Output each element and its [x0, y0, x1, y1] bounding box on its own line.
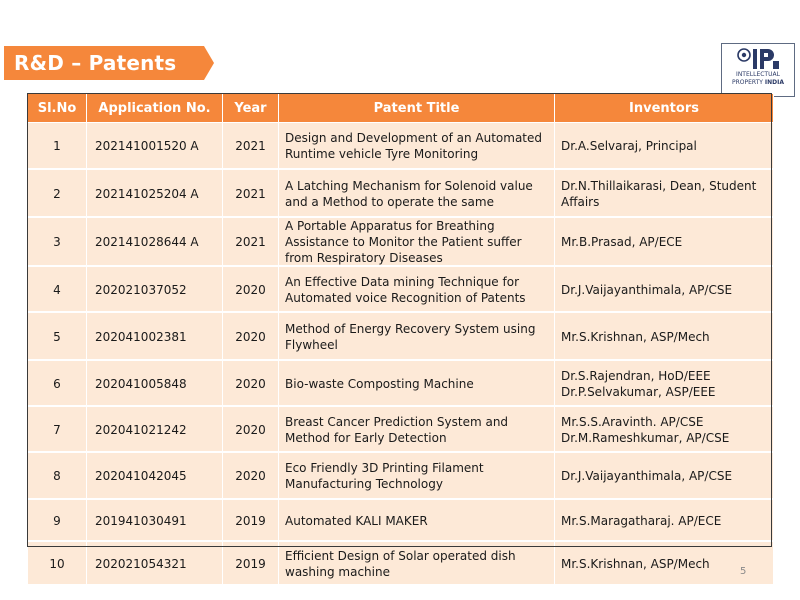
cell-inventors: Dr.S.Rajendran, HoD/EEE Dr.P.Selvakumar, ASP/EEE: [555, 361, 774, 407]
cell-year: 2021: [223, 123, 279, 170]
cell-year: 2019: [223, 542, 279, 586]
cell-application-no: 202141001520 A: [87, 123, 223, 170]
cell-application-no: 201941030491: [87, 500, 223, 542]
column-header-patent-title: Patent Title: [279, 94, 555, 123]
cell-patent-title: Efficient Design of Solar operated dish washing machine: [279, 542, 555, 586]
cell-year: 2019: [223, 500, 279, 542]
cell-patent-title: A Portable Apparatus for Breathing Assistance to Monitor the Patient suffer from Respiratory Diseases: [279, 218, 555, 267]
cell-application-no: 202041042045: [87, 453, 223, 500]
ip-india-logo-icon: [721, 43, 795, 97]
cell-slno: 2: [28, 170, 87, 218]
cell-inventors: Mr.B.Prasad, AP/ECE: [555, 218, 774, 267]
table-row: [28, 407, 774, 453]
logo-text-bold: INDIA: [764, 79, 784, 86]
cell-inventors: Mr.S.Krishnan, ASP/Mech: [555, 542, 774, 586]
cell-slno: 8: [28, 453, 87, 500]
cell-slno: 7: [28, 407, 87, 453]
cell-patent-title: Eco Friendly 3D Printing Filament Manufacturing Technology: [279, 453, 555, 500]
cell-slno: 4: [28, 267, 87, 313]
cell-application-no: 202041021242: [87, 407, 223, 453]
cell-slno: 5: [28, 313, 87, 361]
cell-year: 2021: [223, 170, 279, 218]
cell-inventors: Dr.J.Vaijayanthimala, AP/CSE: [555, 453, 774, 500]
column-header-year: Year: [223, 94, 279, 123]
cell-inventors: Dr.J.Vaijayanthimala, AP/CSE: [555, 267, 774, 313]
logo-text-prefix: PROPERTY: [731, 79, 765, 86]
cell-slno: 6: [28, 361, 87, 407]
table-row: [28, 361, 774, 407]
page-number: 5: [740, 566, 747, 577]
table-row: [28, 218, 774, 267]
cell-slno: 9: [28, 500, 87, 542]
cell-patent-title: Bio-waste Composting Machine: [279, 361, 555, 407]
cell-inventors: Mr.S.S.Aravinth. AP/CSE Dr.M.Rameshkumar, AP/CSE: [555, 407, 774, 453]
column-header-slno: Sl.No: [28, 94, 87, 123]
cell-slno: 3: [28, 218, 87, 267]
cell-application-no: 202021054321: [87, 542, 223, 586]
table-body: [28, 123, 774, 586]
cell-year: 2020: [223, 361, 279, 407]
table-row: [28, 453, 774, 500]
cell-year: 2020: [223, 453, 279, 500]
cell-patent-title: A Latching Mechanism for Solenoid value and a Method to operate the same: [279, 170, 555, 218]
table-row: [28, 542, 774, 586]
cell-slno: 10: [28, 542, 87, 586]
cell-application-no: 202021037052: [87, 267, 223, 313]
table-row: [28, 170, 774, 218]
ip-logo-mark-icon: [735, 47, 781, 71]
cell-patent-title: An Effective Data mining Technique for Automated voice Recognition of Patents: [279, 267, 555, 313]
table-header-row: [28, 94, 774, 123]
cell-inventors: Mr.S.Krishnan, ASP/Mech: [555, 313, 774, 361]
cell-slno: 1: [28, 123, 87, 170]
column-header-application-no: Application No.: [87, 94, 223, 123]
cell-inventors: Dr.N.Thillaikarasi, Dean, Student Affairs: [555, 170, 774, 218]
table-row: [28, 313, 774, 361]
cell-year: 2020: [223, 407, 279, 453]
cell-patent-title: Breast Cancer Prediction System and Method for Early Detection: [279, 407, 555, 453]
page-title: R&D – Patents: [14, 51, 177, 75]
patents-table: [27, 93, 774, 586]
table-row: [28, 123, 774, 170]
cell-application-no: 202041005848: [87, 361, 223, 407]
table-row: [28, 500, 774, 542]
title-banner: [4, 46, 214, 80]
logo-text-line1: INTELLECTUAL: [736, 71, 780, 78]
cell-year: 2021: [223, 218, 279, 267]
cell-patent-title: Design and Development of an Automated Runtime vehicle Tyre Monitoring: [279, 123, 555, 170]
cell-patent-title: Automated KALI MAKER: [279, 500, 555, 542]
cell-year: 2020: [223, 267, 279, 313]
cell-application-no: 202141028644 A: [87, 218, 223, 267]
logo-text-line2: [722, 79, 794, 86]
cell-inventors: Mr.S.Maragatharaj. AP/ECE: [555, 500, 774, 542]
cell-inventors: Dr.A.Selvaraj, Principal: [555, 123, 774, 170]
table-row: [28, 267, 774, 313]
cell-application-no: 202041002381: [87, 313, 223, 361]
column-header-inventors: Inventors: [555, 94, 774, 123]
cell-application-no: 202141025204 A: [87, 170, 223, 218]
cell-year: 2020: [223, 313, 279, 361]
cell-patent-title: Method of Energy Recovery System using Flywheel: [279, 313, 555, 361]
